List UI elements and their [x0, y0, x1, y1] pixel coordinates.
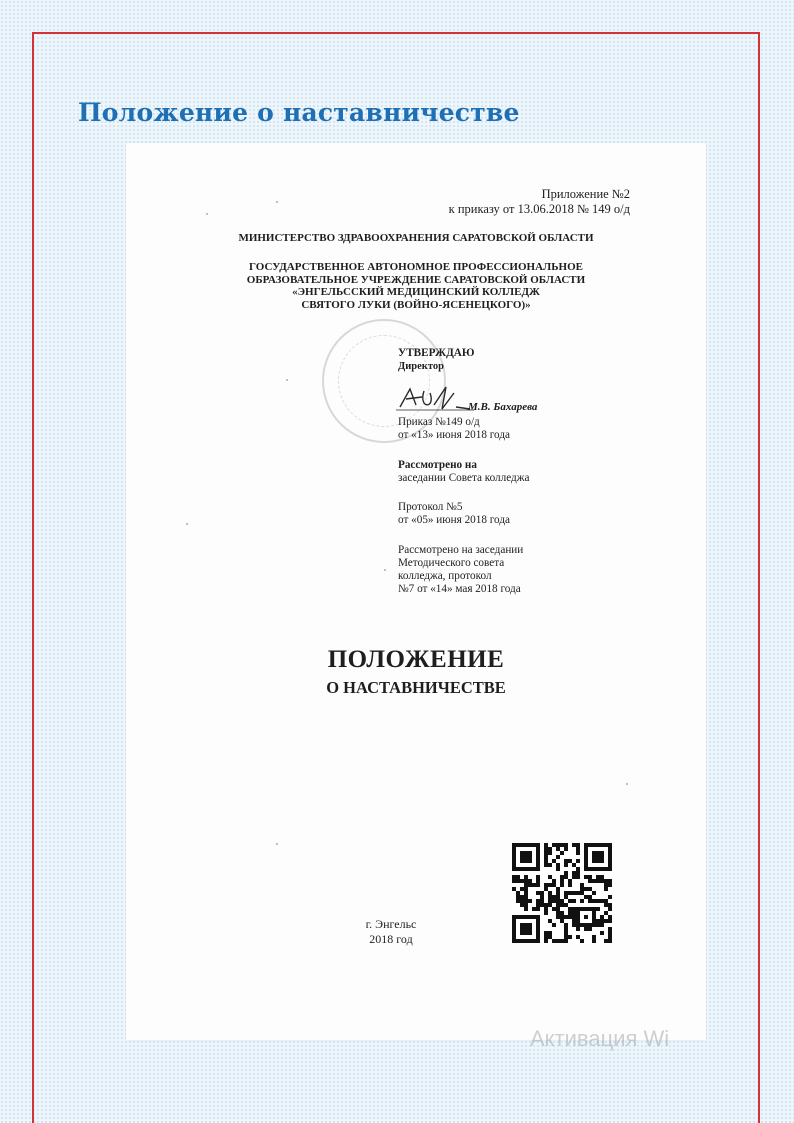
method-line-4: №7 от «14» мая 2018 года: [398, 583, 521, 595]
institution-line-2: ОБРАЗОВАТЕЛЬНОЕ УЧРЕЖДЕНИЕ САРАТОВСКОЙ ОБЛАСТИ: [246, 273, 586, 286]
approve-role: Директор: [398, 361, 444, 372]
method-line-3: колледжа, протокол: [398, 570, 492, 582]
method-line-1: Рассмотрено на заседании: [398, 544, 524, 556]
method-council-note: [398, 544, 523, 596]
reviewed-line: заседании Совета колледжа: [398, 472, 530, 484]
year: 2018 год: [369, 932, 413, 946]
appendix-note: [449, 187, 630, 217]
qr-code: [512, 843, 612, 943]
order-line-1: Приказ №149 о/д: [398, 416, 480, 428]
protocol-line-2: от «05» июня 2018 года: [398, 514, 510, 526]
page-heading: Положение о наставничестве: [78, 98, 520, 127]
institution-line-1: ГОСУДАРСТВЕННОЕ АВТОНОМНОЕ ПРОФЕССИОНАЛЬНОЕ: [249, 261, 583, 273]
signature-name: М.В. Бахарева: [468, 401, 538, 413]
ministry-name: МИНИСТЕРСТВО ЗДРАВООХРАНЕНИЯ САРАТОВСКОЙ ОБЛАСТИ: [238, 232, 594, 244]
document-title: ПОЛОЖЕНИЕ: [327, 646, 505, 673]
appendix-line-2: к приказу от 13.06.2018 № 149 о/д: [448, 202, 630, 216]
institution-name: [126, 261, 706, 311]
appendix-line-1: Приложение №2: [541, 187, 630, 201]
institution-line-4: СВЯТОГО ЛУКИ (ВОЙНО-ЯСЕНЕЦКОГО)»: [301, 298, 531, 311]
city: г. Энгельс: [365, 917, 417, 931]
institution-line-3: «ЭНГЕЛЬССКИЙ МЕДИЦИНСКИЙ КОЛЛЕДЖ: [292, 286, 540, 298]
document-subtitle: О НАСТАВНИЧЕСТВЕ: [326, 678, 506, 697]
order-line-2: от «13» июня 2018 года: [398, 429, 510, 441]
director-signature: [396, 383, 476, 415]
protocol-line-1: Протокол №5: [398, 501, 463, 513]
approve-title: УТВЕРЖДАЮ: [398, 347, 475, 359]
method-line-2: Методического совета: [398, 557, 505, 569]
place-and-year: [336, 917, 446, 947]
scanned-document: [126, 143, 706, 1040]
reviewed-title: Рассмотрено на: [398, 459, 477, 471]
activation-watermark: Активация Wi: [530, 1026, 670, 1051]
